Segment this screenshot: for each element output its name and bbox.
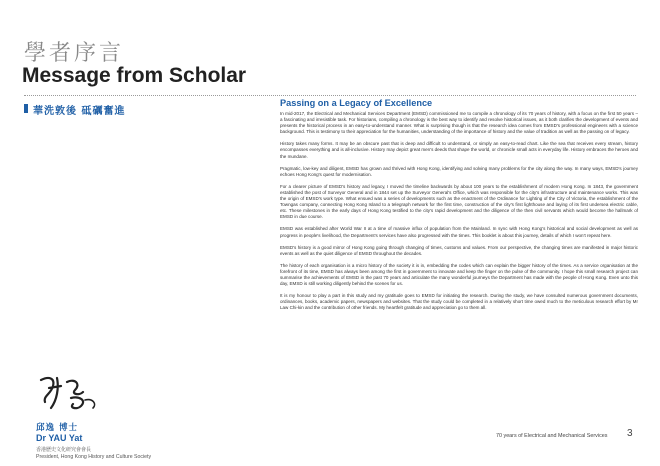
english-subtitle: Passing on a Legacy of Excellence — [280, 98, 433, 108]
english-paragraph: In mid-2017, the Electrical and Mechanical Services Department (EMSD) commissioned me to compile a chronology of its 70 years of history, with a focus on the first 50 years – a fascinating and irresistible task. For historians, compiling a chronology is the best way to identify and resolve historical issues, as it both clarifies the development of events and presents the historical process in an easy-to-understand manner. What is surprising though is that the research idea comes from EMSD's professional engineers with a science background. This is testimony to their appreciation for the humanities, understanding of the importance of history and the value of tradition as well as the passing on of legacy. — [280, 111, 638, 135]
title-divider — [24, 95, 636, 96]
subtitle-marker — [24, 104, 28, 113]
english-paragraph: EMSD's history is a good mirror of Hong Kong going through changing of times, customs and values. From our perspective, the changing times are manifested in major historic events as well as the quiet diligence of EMSD throughout the decades. — [280, 244, 638, 256]
handwritten-signature — [35, 370, 155, 420]
english-paragraph: History takes many forms. It may be an obscure past that is deep and difficult to understand, or simply an easy-to-read chart. Like the sea that receives every stream, history encompasses everything and is all-inclusive. History may depict great men's deeds that shape the world, or chronicle small acts in everyday life. History embraces the heroes and the mundane. — [280, 141, 638, 159]
signatory-name-english: Dr YAU Yat — [36, 433, 83, 443]
signatory-position-chinese: 香港歷史文化研究會會長 — [36, 447, 92, 453]
english-paragraph: It is my honour to play a part in this study and my gratitude goes to EMSD for initiating the research. During the study, we have consulted numerous government documents, ordinances, books, academic papers, newspapers and websites. That the study could be completed in a relatively short time owed much to the meticulous research effort by Mr Law Chi-kin and the contribution of other friends. My heartfelt gratitude and appreciation go to them all. — [280, 293, 638, 311]
english-paragraph: Pragmatic, low-key and diligent, EMSD has grown and thrived with Hong Kong, identifying and solving many problems for the city along the way. In many ways, EMSD's journey echoes Hong Kong's quest for modernisation. — [280, 165, 638, 177]
signatory-position-english: President, Hong Kong History and Culture Society — [36, 454, 152, 460]
page-title-chinese: 學者序言 — [24, 41, 125, 66]
english-column — [280, 98, 638, 317]
chinese-subtitle: 華洗敦後 砥礪奮進 — [33, 106, 126, 117]
signature-graphic — [35, 370, 155, 412]
signatory-name-chinese: 邱逸 博士 — [36, 423, 78, 433]
english-paragraph: For a clearer picture of EMSD's history and legacy, I moved the timeline backwards by about 100 years to the establishment of modern Hong Kong. In 1843, the government established the post of Surveyor General and in 1844 set up the Surveyor General's Office, which was responsible for the city's infrastructure and maintenance works. This was the origin of EMSD's work type. What ensued was a series of developments such as the enactment of the Ordinance for Lighting of the City of Victoria, the establishment of the Towngas company, connecting Hong Kong Island to a telegraph network for the first time, construction of the city's first lighthouse and laying of its first undersea electric cable, etc. These milestones in the early days of Hong Kong testified to the city's rapid development and the diligence of the then civil servants which would become the hallmark of EMSD in due course. — [280, 183, 638, 220]
english-paragraph: The history of each organisation is a micro history of the society it is in, embedding the codes which can explain the bigger history of the times. As a service organisation at the forefront of its time, EMSD has always been among the first in government to innovate and keep the finger on the pulse of the community. I hope this small research project can summarise the achievements of EMSD in the past 70 years and articulate the many wonderful journeys the Department has made with the people of Hong Kong. Even unto this day, EMSD is still working diligently behind the scenes for us. — [280, 262, 638, 287]
page-number: 3 — [627, 428, 633, 439]
footer-publication-title: 70 years of Electrical and Mechanical Services — [496, 433, 608, 439]
english-paragraph: EMSD was established after World War II at a time of massive influx of population from the Mainland. In sync with Hong Kong's historical and social development as well as progress in people's livelihood, the Department's services have also progressed with the times. This booklet is about this journey, details of which I won't repeat here. — [280, 226, 638, 238]
page-title-english: Message from Scholar — [22, 64, 247, 87]
